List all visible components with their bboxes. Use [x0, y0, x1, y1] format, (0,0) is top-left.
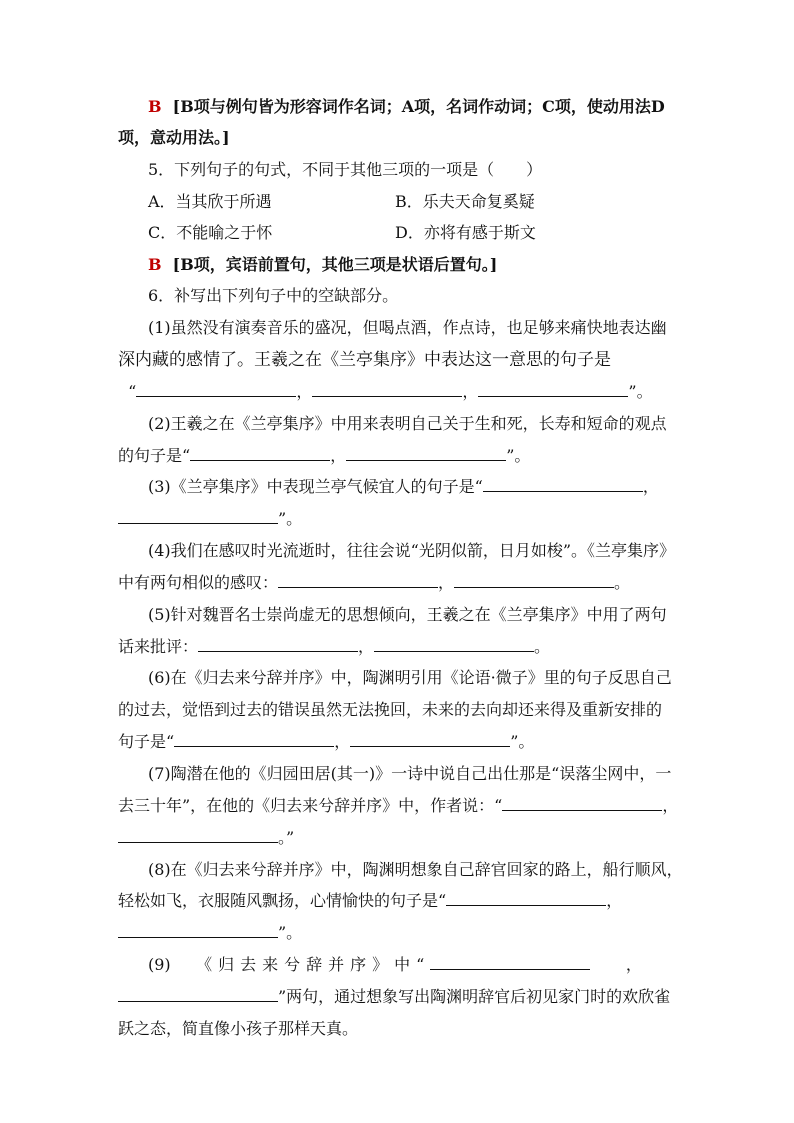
q5-option-c: C．不能喻之于怀	[148, 223, 273, 242]
period: 。	[614, 573, 631, 592]
comma: ，	[606, 891, 623, 910]
blank[interactable]	[312, 382, 462, 397]
q6-item-2-line-1: (2)王羲之在《兰亭集序》中用来表明自己关于生和死，长寿和短命的观点	[148, 414, 667, 433]
blank[interactable]	[430, 955, 590, 970]
q5-options-row-1	[148, 192, 708, 212]
prefix: 中有两句相似的感叹：	[118, 573, 279, 592]
blank[interactable]	[502, 796, 662, 811]
q6-item-7-line-1: (7)陶潜在他的《归园田居(其一)》一诗中说自己出仕那是“误落尘网中，一	[148, 764, 672, 783]
q6-item-6-line-3	[118, 732, 678, 752]
quote-close: 。”	[278, 828, 295, 847]
comma: ，	[662, 796, 679, 815]
comma: ，	[625, 955, 642, 974]
blank[interactable]	[454, 573, 614, 588]
comma: ，	[642, 477, 659, 496]
blank[interactable]	[174, 732, 334, 747]
q6-item-7-line-2	[118, 796, 678, 816]
comma: ，	[358, 637, 375, 656]
blank[interactable]	[198, 637, 358, 652]
blank[interactable]	[190, 446, 330, 461]
comma: ，	[296, 382, 313, 401]
q6-item-8-line-3	[118, 923, 678, 943]
blank[interactable]	[346, 446, 506, 461]
blank[interactable]	[118, 509, 278, 524]
q6-item-1-line-3	[118, 382, 678, 402]
q6-item-8-line-2	[118, 891, 678, 911]
blank[interactable]	[136, 382, 296, 397]
blank[interactable]	[374, 637, 534, 652]
q5-option-b: B．乐夫天命复奚疑	[395, 192, 535, 211]
q6-item-3-line-2	[118, 509, 678, 529]
q6-item-1-line-1: (1)虽然没有演奏音乐的盛况，但喝点酒，作点诗，也足够来痛快地表达幽	[148, 318, 667, 337]
q6-item-6-line-1: (6)在《归去来兮辞并序》中，陶渊明引用《论语·微子》里的句子反思自己	[148, 668, 672, 687]
q6-item-2-line-2	[118, 446, 678, 466]
q6-item-3-line-1	[148, 477, 708, 497]
q6-item-6-line-2: 的过去，觉悟到过去的错误虽然无法挽回，未来的去向却还来得及重新安排的	[118, 700, 663, 719]
quote-close: ”。	[278, 923, 303, 942]
q6-item-5-line-2	[118, 637, 678, 657]
blank[interactable]	[350, 732, 510, 747]
q6-item-8-line-1: (8)在《归去来兮辞并序》中，陶渊明想象自己辞官回家的路上，船行顺风，	[148, 860, 683, 879]
comma: ，	[330, 446, 347, 465]
answer-5-letter: B	[148, 255, 162, 274]
prefix: 轻松如飞，衣服随风飘扬，心情愉快的句子是“	[118, 891, 447, 910]
blank[interactable]	[118, 828, 278, 843]
quote-close: ”。	[506, 446, 531, 465]
blank[interactable]	[118, 987, 278, 1002]
q6-item-9-line-3: 跃之态，简直像小孩子那样天真。	[118, 1019, 359, 1038]
prefix: (3)《兰亭集序》中表现兰亭气候宜人的句子是“	[148, 477, 483, 496]
prefix: 去三十年”，在他的《归去来兮辞并序》中，作者说：“	[118, 796, 503, 815]
quote-open: “	[128, 382, 137, 401]
prefix: 的句子是“	[118, 446, 191, 465]
q6-item-9-line-2	[118, 987, 678, 1007]
blank[interactable]	[483, 477, 643, 492]
quote-close: ”。	[510, 732, 535, 751]
q6-item-5-line-1: (5)针对魏晋名士崇尚虚无的思想倾向，王羲之在《兰亭集序》中用了两句	[148, 605, 667, 624]
prefix: 《归去来兮辞并序》中“	[196, 955, 431, 974]
question-6-stem: 6．补写出下列句子中的空缺部分。	[148, 286, 399, 305]
blank[interactable]	[446, 891, 606, 906]
item-number: (9)	[148, 955, 171, 974]
blank[interactable]	[278, 573, 438, 588]
comma: ，	[438, 573, 455, 592]
q6-item-4-line-1: (4)我们在感叹时光流逝时，往往会说“光阴似箭，日月如梭”。《兰亭集序》	[148, 541, 676, 560]
period: 。	[534, 637, 551, 656]
answer-4-letter: B	[148, 97, 162, 116]
answer-5	[148, 255, 708, 275]
q5-option-d: D．亦将有感于斯文	[395, 223, 536, 242]
blank[interactable]	[118, 923, 278, 938]
question-5-stem: 5．下列句子的句式，不同于其他三项的一项是（ ）	[148, 160, 543, 179]
quote-close: ”。	[278, 509, 303, 528]
q6-item-4-line-2	[118, 573, 678, 593]
comma: ，	[334, 732, 351, 751]
prefix: 话来批评：	[118, 637, 199, 656]
q5-option-a: A．当其欣于所遇	[148, 192, 272, 211]
answer-4-line-2: 项，意动用法。]	[118, 128, 230, 147]
q6-item-7-line-3	[118, 828, 678, 848]
quote-close: ”。	[628, 382, 653, 401]
q5-options-row-2	[148, 223, 708, 243]
blank[interactable]	[478, 382, 628, 397]
suffix: ”两句，通过想象写出陶渊明辞官后初见家门时的欢欣雀	[278, 987, 671, 1006]
q6-item-1-line-2: 深内藏的感情了。王羲之在《兰亭集序》中表达这一意思的句子是	[118, 350, 611, 370]
comma: ，	[462, 382, 479, 401]
q6-item-9-line-1	[148, 955, 708, 975]
answer-4-line-1	[148, 97, 708, 117]
answer-4-text: [B项与例句皆为形容词作名词；A项，名词作动词；C项，使动用法D	[172, 97, 665, 116]
answer-5-text: [B项，宾语前置句，其他三项是状语后置句。]	[172, 255, 498, 274]
prefix: 句子是“	[118, 732, 175, 751]
